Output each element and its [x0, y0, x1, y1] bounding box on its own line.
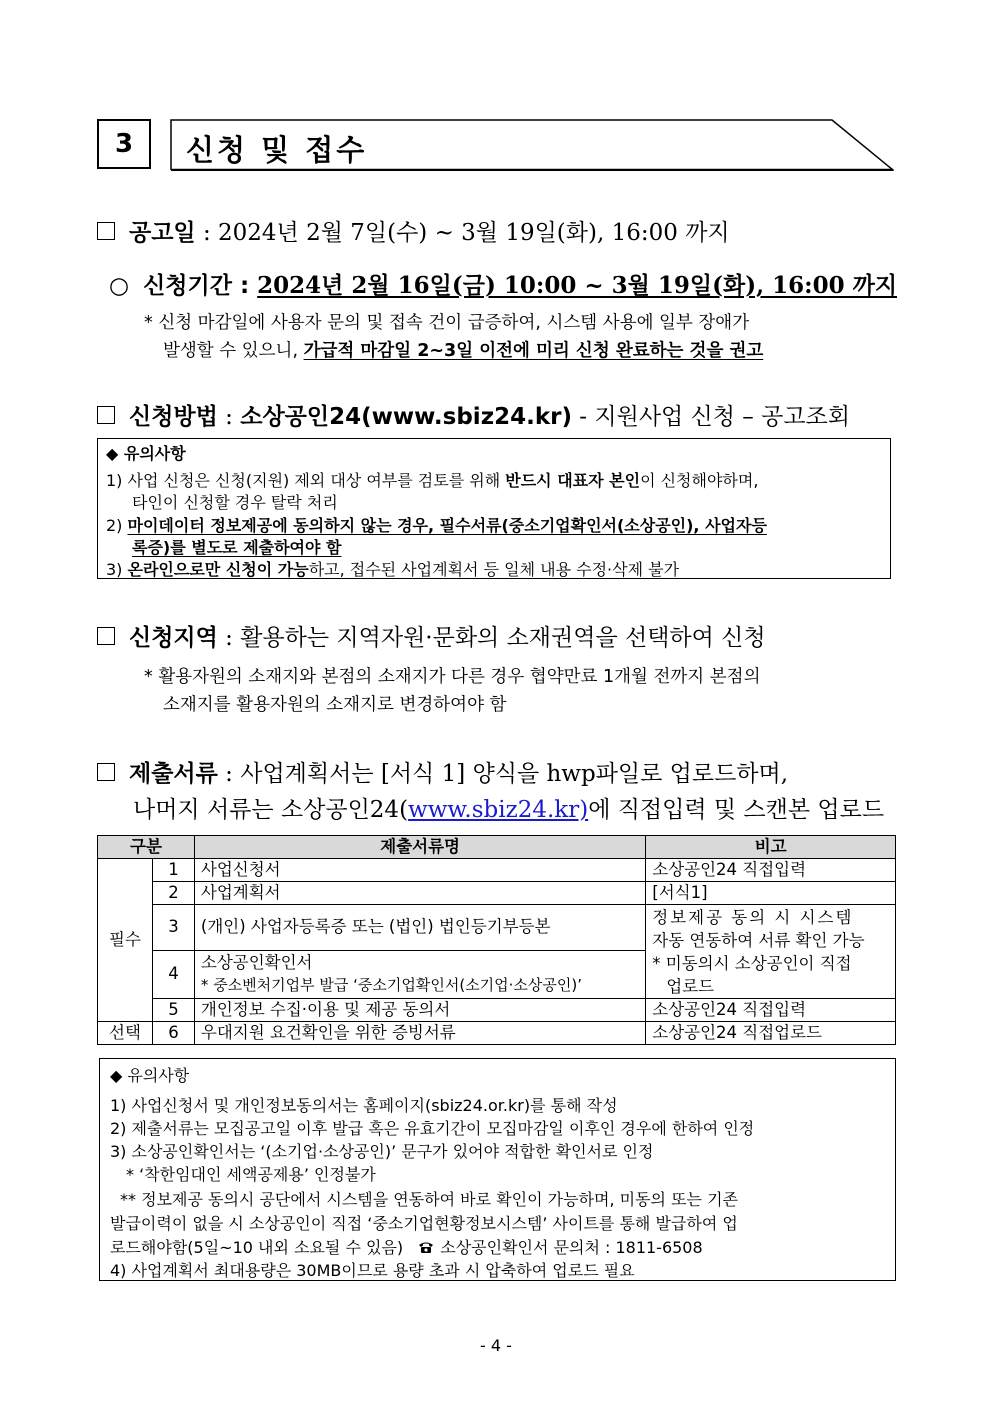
- text: 에 직접입력 및 스캔본 업로드: [588, 797, 885, 823]
- optional-cell: 선택: [98, 1022, 153, 1045]
- table-row: [98, 1022, 896, 1045]
- text: 나머지 서류는 소상공인24(: [133, 797, 409, 823]
- method-notice-title: ◆ 유의사항: [106, 444, 186, 463]
- doc-name: 우대지원 요건확인을 위한 증빙서류: [194, 1022, 645, 1045]
- header-doc-name: 제출서류명: [194, 836, 645, 859]
- text-bold: 반드시 대표자 본인: [505, 471, 641, 490]
- doc-note: [서식1]: [646, 882, 896, 905]
- checkbox-square-icon: [97, 222, 115, 240]
- text: 소상공인확인서 문의처 : 1811-6508: [440, 1238, 703, 1257]
- period-text: 2024년 2월 16일(금) 10:00 ~ 3월 19일(화), 16:00 까지: [257, 272, 898, 299]
- row-number: 1: [152, 859, 194, 882]
- doc-note: 소상공인24 직접입력: [646, 859, 896, 882]
- text-bold: 온라인으로만 신청이 가능: [127, 560, 309, 579]
- docs-notice-7: [110, 1235, 703, 1258]
- merged-note-line: 자동 연동하여 서류 확인 가능: [652, 931, 865, 950]
- checkbox-square-icon: [97, 627, 115, 645]
- doc-note: 소상공인24 직접입력: [646, 999, 896, 1022]
- region-note-1: * 활용자원의 소재지와 본점의 소재지가 다른 경우 협약만료 1개월 전까지 본점의: [144, 667, 761, 687]
- text: 3): [106, 560, 128, 579]
- text: 2): [106, 516, 128, 535]
- table-row: [98, 859, 896, 882]
- table-row: [98, 905, 896, 951]
- circle-bullet-icon: ○: [109, 273, 130, 299]
- section-number: 3: [97, 119, 151, 169]
- region-text: : 활용하는 지역자원·문화의 소재권역을 선택하여 신청: [217, 625, 766, 651]
- table-row: [98, 999, 896, 1022]
- doc-name: 사업계획서: [194, 882, 645, 905]
- doc-name: 소상공인확인서: [200, 953, 313, 973]
- merged-note-line: 정보제공 동의 시 시스템: [652, 908, 854, 927]
- period-note-1: * 신청 마감일에 사용자 문의 및 접속 건이 급증하여, 시스템 사용에 일부 장애가: [144, 313, 750, 333]
- docs-line-2: [133, 791, 884, 824]
- period-note-2: [163, 337, 763, 362]
- section-title: 신청 및 접수: [186, 133, 368, 167]
- method-notice-2b: [132, 535, 342, 558]
- docs-line: [97, 755, 788, 788]
- text: 로드해야함(5일~10 내외 소요될 수 있음): [110, 1238, 409, 1257]
- method-path: - 지원사업 신청 – 공고조회: [571, 404, 850, 430]
- text: 1) 사업 신청은 신청(지원) 제외 대상 여부를 검토를 위해: [106, 471, 506, 490]
- row-number: 3: [152, 905, 194, 951]
- text: 이 신청해야하며,: [640, 471, 759, 490]
- region-note-2: 소재지를 활용자원의 소재지로 변경하여야 함: [163, 695, 507, 715]
- doc-name: 개인정보 수집·이용 및 제공 동의서: [194, 999, 645, 1022]
- method-notice-box: [97, 438, 891, 579]
- doc-note: 소상공인24 직접업로드: [646, 1022, 896, 1045]
- docs-notice-title: ◆ 유의사항: [110, 1066, 190, 1085]
- announce-label: 공고일: [129, 220, 196, 246]
- period-note-2b: 가급적 마감일 2~3일 이전에 미리 신청 완료하는 것을 권고: [303, 341, 764, 361]
- table-row: [98, 882, 896, 905]
- telephone-icon: [418, 1241, 434, 1254]
- doc-name: 사업신청서: [194, 859, 645, 882]
- period-line: [109, 267, 897, 300]
- text-bold: 록증)를 별도로 제출하여야 함: [132, 538, 342, 557]
- docs-notice-box: [99, 1058, 896, 1281]
- docs-notice-5: ** 정보제공 동의시 공단에서 시스템을 연동하여 바로 확인이 가능하며, 미동의 또는 기존: [120, 1190, 738, 1209]
- text-bold: 마이데이터 정보제공에 동의하지 않는 경우, 필수서류(중소기업확인서(소상공인), 사업자등: [127, 516, 767, 535]
- region-line: [97, 619, 766, 652]
- docs-notice-2: 2) 제출서류는 모집공고일 이후 발급 혹은 유효기간이 모집마감일 이후인 경우에 한하여 인정: [110, 1119, 755, 1138]
- doc-name-cell: [194, 950, 645, 998]
- method-label: 신청방법: [129, 404, 218, 430]
- required-cell: 필수: [98, 859, 153, 1022]
- sbiz24-link[interactable]: www.sbiz24.kr): [408, 797, 589, 823]
- docs-notice-6: 발급이력이 없을 시 소상공인이 직접 ‘중소기업현황정보시스템’ 사이트를 통해 발급하여 업: [110, 1214, 738, 1233]
- documents-table: [97, 835, 896, 1045]
- row-number: 6: [152, 1022, 194, 1045]
- region-label: 신청지역: [129, 625, 218, 651]
- doc-subnote: * 중소벤처기업부 발급 ‘중소기업확인서(소기업·소상공인)’: [200, 976, 583, 995]
- merged-note-line: 업로드: [666, 977, 715, 996]
- docs-notice-8: 4) 사업계획서 최대용량은 30MB이므로 용량 초과 시 압축하여 업로드 필요: [110, 1261, 635, 1280]
- docs-notice-3: 3) 소상공인확인서는 ‘(소기업·소상공인)’ 문구가 있어야 적합한 확인서로 인정: [110, 1142, 654, 1161]
- doc-name: (개인) 사업자등록증 또는 (법인) 법인등기부등본: [194, 905, 645, 951]
- announce-text: : 2024년 2월 7일(수) ~ 3월 19일(화), 16:00 까지: [195, 220, 730, 246]
- announce-line: [97, 214, 730, 247]
- row-number: 2: [152, 882, 194, 905]
- method-site: 소상공인24(www.sbiz24.kr): [240, 404, 572, 430]
- docs-label: 제출서류: [129, 761, 218, 787]
- page-number: - 4 -: [480, 1336, 512, 1355]
- merged-note-cell: [646, 905, 896, 999]
- merged-note-line: * 미동의시 소상공인이 직접: [652, 954, 852, 973]
- method-notice-1b: 타인이 신청할 경우 탈락 처리: [132, 493, 338, 512]
- period-label: 신청기간 :: [143, 273, 258, 299]
- method-line: [97, 398, 850, 431]
- method-notice-1: [106, 468, 758, 491]
- method-sep: :: [217, 404, 241, 430]
- checkbox-square-icon: [97, 763, 115, 781]
- docs-text-1: : 사업계획서는 [서식 1] 양식을 hwp파일로 업로드하며,: [217, 761, 789, 787]
- checkbox-square-icon: [97, 406, 115, 424]
- period-note-2a: 발생할 수 있으니,: [163, 341, 304, 361]
- text: 하고, 접수된 사업계획서 등 일체 내용 수정·삭제 불가: [308, 560, 680, 579]
- method-notice-2: [106, 513, 767, 536]
- row-number: 4: [152, 950, 194, 998]
- header-category: 구분: [98, 836, 195, 859]
- method-notice-3: [106, 557, 679, 580]
- docs-notice-1: 1) 사업신청서 및 개인정보동의서는 홈페이지(sbiz24.or.kr)를 통해 작성: [110, 1096, 618, 1115]
- header-remarks: 비고: [646, 836, 896, 859]
- table-header-row: [98, 836, 896, 859]
- row-number: 5: [152, 999, 194, 1022]
- docs-notice-4: * ‘착한임대인 세액공제용’ 인정불가: [126, 1165, 376, 1184]
